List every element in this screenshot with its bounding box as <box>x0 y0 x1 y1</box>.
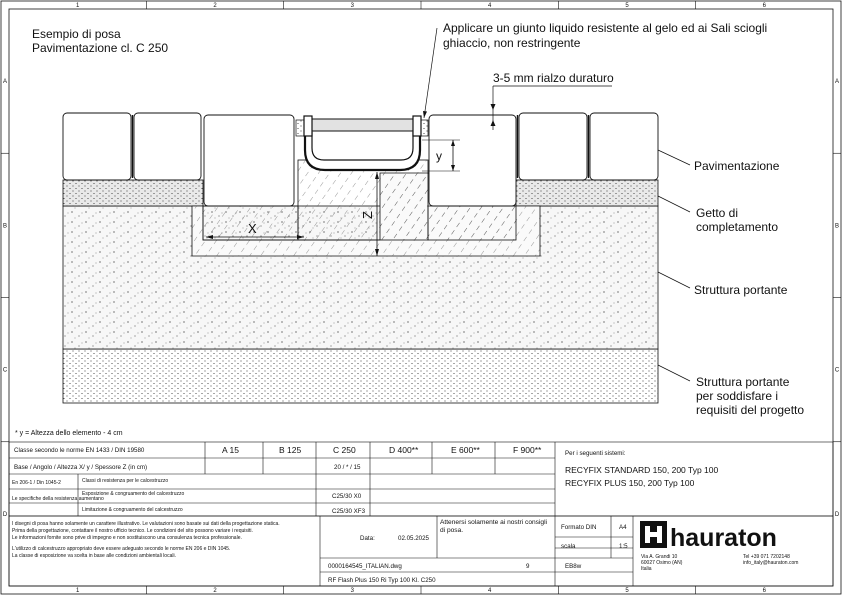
grid-col-top-6: 6 <box>762 3 767 9</box>
side-label-1: En 206-1 / Din 1045-2 <box>12 480 61 486</box>
system-1: RECYFIX STANDARD 150, 200 Typ 100 <box>565 465 719 475</box>
table-header-label: Classe secondo le norme EN 1433 / DIN 19580 <box>14 447 145 454</box>
sheet-number: 9 <box>526 563 530 570</box>
row1-label: Base / Angolo / Altezza X/ y / Spessore Z (in cm) <box>14 464 148 471</box>
disclaimer-3: Le informazioni fornite sono prive di impegno e non sostituiscono una consulenza tecnica professionale. <box>12 535 242 541</box>
paving-stone-5 <box>519 113 587 180</box>
scale-label: scala <box>561 543 576 550</box>
row2-label: Classi di resistenza per le calcestruzzo <box>82 478 169 484</box>
row3-label: Esposizione & congruamento del calcestruzzo <box>82 491 185 497</box>
rise-label: 3-5 mm rialzo duraturo <box>493 71 614 85</box>
bedding-right-texture <box>516 180 658 206</box>
grid-col-top-5: 5 <box>625 3 629 9</box>
note-box <box>440 519 552 555</box>
dim-x-label: X <box>248 221 257 236</box>
title-line2: Pavimentazione cl. C 250 <box>32 41 169 55</box>
drawing-title: RF Flash Plus 150 Ri Typ 100 Kl. C250 <box>328 577 436 584</box>
date-value: 02.05.2025 <box>398 535 429 542</box>
infill-block <box>298 160 428 240</box>
date-label: Data: <box>360 535 375 542</box>
paving-stone-2 <box>134 113 201 180</box>
infill-block-right <box>428 206 516 240</box>
grate <box>311 119 414 131</box>
side-label-2: Le specifiche della resistenza aumentano <box>12 496 104 502</box>
disclaimer-1: I disegni di posa hanno solamente un carattere illustrativo. Le valutazioni sono basate sui dati della progettazione statica. <box>12 521 280 527</box>
disclaimer-4: L'utilizzo di calcestruzzo appropriato deve essere adeguato secondo le norme EN 206 e DIN 1045. <box>12 546 231 552</box>
grid-row-right-D: D <box>834 511 840 518</box>
disclaimer-2: Prima della progettazione, contattare il nostro ufficio tecnico. Le condizioni del sito possono variare i requisiti. <box>12 528 253 534</box>
class-d400: D 400** <box>389 445 419 455</box>
grid-row-left-C: C <box>2 367 8 374</box>
grid-col-bottom-4: 4 <box>487 588 492 594</box>
grid-row-right-B: B <box>834 223 840 230</box>
frame-right <box>413 116 421 136</box>
format-label: Formato DIN <box>561 524 597 531</box>
grid-col-bottom-1: 1 <box>75 588 80 594</box>
paving-stone-6 <box>590 113 658 180</box>
email: info_italy@hauraton.com <box>743 560 799 566</box>
class-b125: B 125 <box>279 445 302 455</box>
grid-col-bottom-6: 6 <box>762 588 767 594</box>
callout-infill-line2: completamento <box>696 220 779 234</box>
grid-row-left-B: B <box>2 223 8 230</box>
joint-sealant-left <box>296 120 304 136</box>
format-value: A4 <box>619 524 627 531</box>
scale-value: 1:5 <box>619 543 628 550</box>
grid-col-bottom-5: 5 <box>625 588 629 594</box>
dim-z-label: Z <box>360 211 375 219</box>
paving-stone-1 <box>63 113 131 180</box>
grid-row-left-A: A <box>2 79 8 86</box>
address-line3: Italia <box>641 566 652 572</box>
bedding-left-texture <box>63 180 203 206</box>
address-line2: 60027 Osimo (AN) <box>641 560 683 566</box>
callout-support-req-line1: Struttura portante <box>696 375 790 389</box>
hauraton-logo-icon <box>640 521 667 548</box>
system-2: RECYFIX PLUS 150, 200 Typ 100 <box>565 478 695 488</box>
subbase-layer <box>63 349 658 403</box>
grid-col-top-4: 4 <box>487 3 492 9</box>
class-a15: A 15 <box>222 445 240 455</box>
grid-row-right-A: A <box>834 79 840 86</box>
grid-row-right-C: C <box>834 367 840 374</box>
grid-col-top-2: 2 <box>213 3 217 9</box>
callout-support-req-line2: per soddisfare i <box>696 389 779 403</box>
callout-paving: Pavimentazione <box>694 159 780 173</box>
paving-stone-3 <box>204 115 294 206</box>
row4-label: Limitazione & congruamento del calcestruzzo <box>82 507 183 513</box>
grid-col-bottom-2: 2 <box>213 588 217 594</box>
dim-y-label: y <box>436 149 442 163</box>
class-e600: E 600** <box>451 445 480 455</box>
callout-support: Struttura portante <box>694 283 788 297</box>
row1-value: 20 / * / 15 <box>334 464 361 471</box>
row3-value: C25/30 X0 <box>332 493 362 500</box>
class-f900: F 900** <box>513 445 542 455</box>
note-text: Attenersi solamente ai nostri consigli di posa. <box>440 519 548 534</box>
brand-name: hauraton <box>670 524 777 552</box>
phone: Tel +39 071 7202148 <box>743 554 790 560</box>
grid-row-left-D: D <box>2 511 8 518</box>
file-name: 0000164545_ITALIAN.dwg <box>328 563 402 570</box>
footnote: * y = Altezza dello elemento - 4 cm <box>15 430 123 437</box>
disclaimer-5: La classe di esposizione va scelta in base alle condizioni ambientali locali. <box>12 553 176 559</box>
title-line1: Esempio di posa <box>32 27 121 41</box>
grid-col-top-1: 1 <box>75 3 80 9</box>
grid-col-top-3: 3 <box>350 3 355 9</box>
top-note-line2: ghiaccio, non restringente <box>443 36 581 50</box>
systems-heading: Per i seguenti sistemi: <box>565 450 626 457</box>
class-c250: C 250 <box>333 445 356 455</box>
frame-left <box>304 116 312 136</box>
row4-value: C25/30 XF3 <box>332 508 366 515</box>
paving-stone-4 <box>429 115 516 206</box>
callout-support-req-line3: requisiti del progetto <box>696 403 805 417</box>
revision: EB8w <box>565 563 582 570</box>
callout-infill-line1: Getto di <box>696 206 739 220</box>
top-note-line1: Applicare un giunto liquido resistente al gelo ed ai Sali sciogli <box>443 21 768 35</box>
address-line1: Via A. Grandi 10 <box>641 554 678 560</box>
grid-col-bottom-3: 3 <box>350 588 355 594</box>
